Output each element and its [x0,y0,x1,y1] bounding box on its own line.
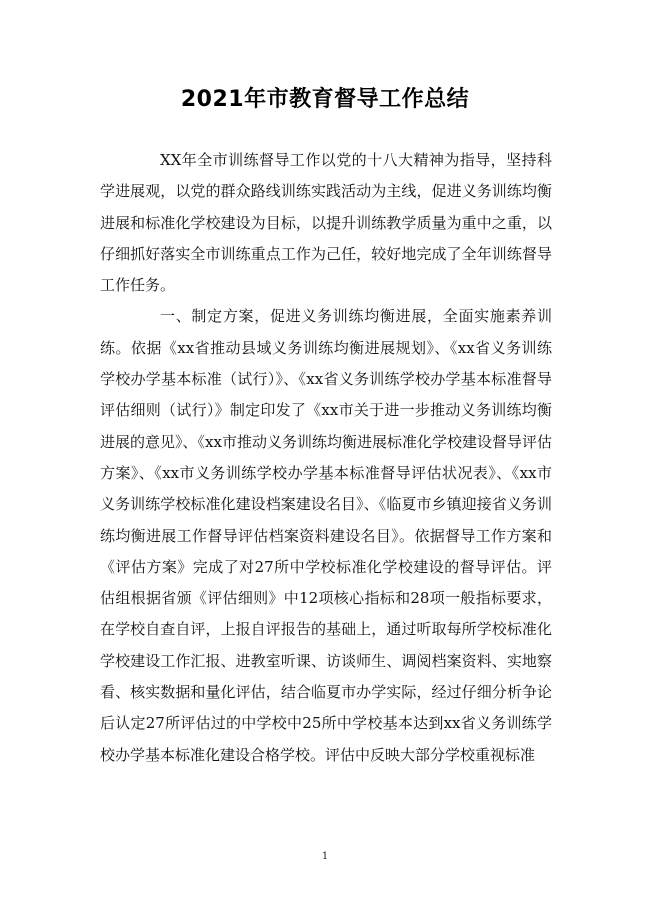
paragraph-intro: XX年全市训练督导工作以党的十八大精神为指导，坚持科学进展观，以党的群众路线训练实践活动为主线，促进义务训练均衡进展和标准化学校建设为目标，以提升训练教学质量为重中之重，以仔细抓好落实全市训练重点工作为己任，较好地完成了全年训练督导工作任务。 [100,151,552,295]
page-number: 1 [321,851,329,862]
paragraph-section-one: 一、制定方案，促进义务训练均衡进展，全面实施素养训练。依据《xx省推动县域义务训练均衡进展规划》、《xx省义务训练学校办学基本标准（试行）》、《xx省义务训练学校办学基本标准督导评估细则（试行）》制定印发了《xx市关于进一步推动义务训练均衡进展的意见》、《xx市推动义务训练均衡进展标准化学校建设督导评估方案》、《xx市义务训练学校办学基本标准督导评估状况表》、《xx市义务训练学校标准化建设档案建设名目》、《临夏市乡镇迎接省义务训练均衡进展工作督导评估档案资料建设名目》。依据督导工作方案和《评估方案》完成了对27所中学校标准化学校建设的督导评估。评估组根据省颁《评估细则》中12项核心指标和28项一般指标要求，在学校自查自评，上报自评报告的基础上，通过听取每所学校标准化学校建设工作汇报、进教室听课、访谈师生、调阅档案资料、实地察看、核实数据和量化评估，结合临夏市办学实际，经过仔细分析争论后认定27所评估过的中学校中25所中学校基本达到xx省义务训练学校办学基本标准化建设合格学校。评估中反映大部分学校重视标准 [100,307,552,764]
document-body [100,145,552,771]
document-title: 2021年市教育督导工作总结 [180,87,470,112]
